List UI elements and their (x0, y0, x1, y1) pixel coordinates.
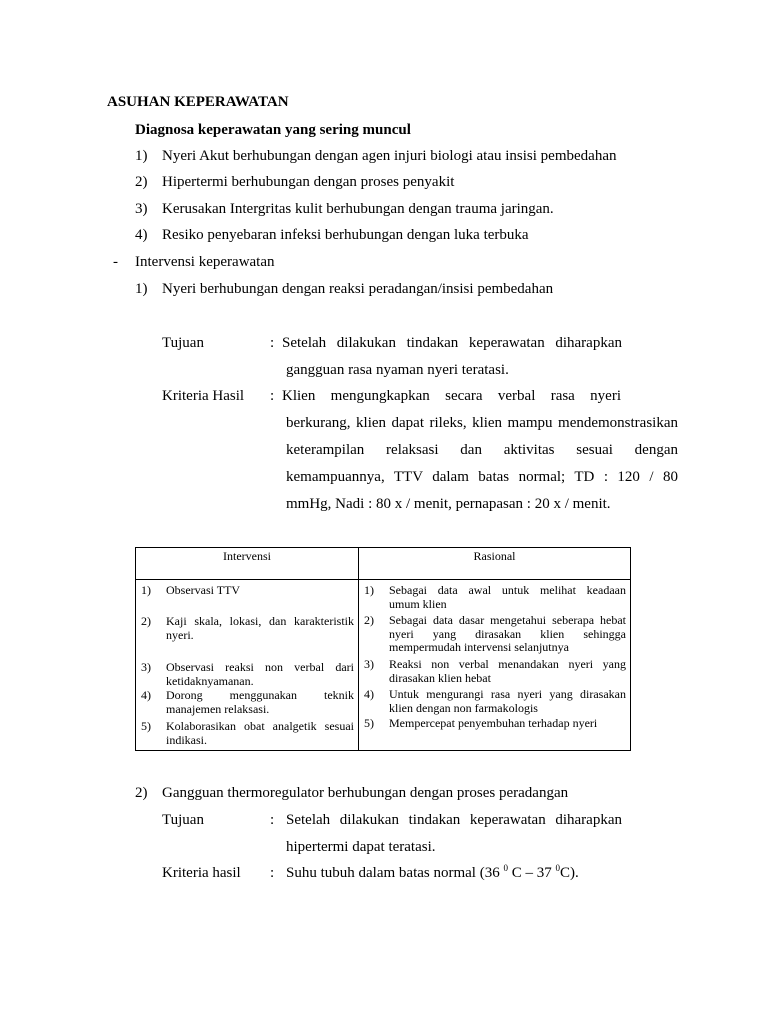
table-header-rasional: Rasional (359, 548, 631, 580)
kriteria-text (286, 864, 579, 882)
list-item-number: 3) (364, 657, 374, 671)
page-title: ASUHAN KEPERAWATAN (107, 94, 289, 110)
list-item-text: manajemen relaksasi. (166, 701, 270, 716)
list-item (136, 615, 354, 642)
kriteria-text: berkurang, klien dapat rileks, klien mampu mendemonstrasikan (286, 415, 678, 431)
colon: : (270, 388, 275, 404)
list-item-text: Kolaborasikan obat analgetik sesuai (166, 719, 354, 733)
list-item-text: Mempercepat penyembuhan terhadap nyeri (389, 716, 598, 730)
list-item-number: 1) (364, 583, 374, 597)
tujuan-label: Tujuan (162, 335, 204, 351)
list-item (359, 688, 626, 715)
kriteria-text: kemampuannya, TTV dalam batas normal; TD : 120 / 80 (286, 469, 678, 485)
list-item-number: 4) (364, 687, 374, 701)
intervention-table (135, 547, 631, 751)
kriteria-text: keterampilan relaksasi dan aktivitas sesuai dengan (286, 442, 678, 458)
list-item-text: indikasi. (166, 732, 207, 747)
list-item (136, 720, 354, 747)
kriteria-text: mmHg, Nadi : 80 x / menit, pernapasan : 20 x / menit. (286, 496, 611, 512)
list-item-number: 3) (135, 201, 148, 217)
colon: : (270, 865, 275, 881)
list-item (359, 658, 626, 685)
list-item (359, 584, 626, 611)
colon: : (270, 335, 275, 351)
degree-superscript: 0 (555, 863, 560, 873)
list-item-number: 4) (135, 227, 148, 243)
list-item-text: ketidaknyamanan. (166, 673, 254, 688)
list-item: Resiko penyebaran infeksi berhubungan dengan luka terbuka (162, 227, 529, 243)
list-item: Hipertermi berhubungan dengan proses penyakit (162, 174, 455, 190)
list-item: Nyeri Akut berhubungan dengan agen injuri biologi atau insisi pembedahan (162, 148, 617, 164)
list-item-number: 2) (364, 613, 374, 627)
kriteria-text-part: Suhu tubuh dalam batas normal (36 (286, 865, 504, 881)
list-item-text: nyeri yang dirasakan klien sehingga (389, 626, 626, 641)
list-item-text: Observasi TTV (166, 583, 241, 597)
list-item-text: Dorong menggunakan teknik (166, 688, 354, 702)
diagnosis-heading: Diagnosa keperawatan yang sering muncul (135, 122, 411, 138)
tujuan-text: Setelah dilakukan tindakan keperawatan diharapkan (282, 335, 622, 351)
list-item (359, 614, 626, 655)
kriteria-text-part: C – 37 (507, 865, 556, 881)
list-item-text: nyeri. (166, 627, 194, 642)
colon: : (270, 812, 275, 828)
tujuan-text: gangguan rasa nyaman nyeri teratasi. (286, 362, 509, 378)
list-item-text: Sebagai data awal untuk melihat keadaan (389, 583, 626, 597)
list-item-number: 2) (135, 174, 148, 190)
tujuan-label: Tujuan (162, 812, 204, 828)
list-item-text: dirasakan klien hebat (389, 670, 491, 685)
list-item-text: Sebagai data dasar mengetahui seberapa hebat (389, 613, 626, 627)
kriteria-text-part: C). (559, 865, 579, 881)
bullet-dash: - (113, 254, 118, 270)
problem-number: 1) (135, 281, 148, 297)
table-header-intervensi: Intervensi (136, 548, 359, 580)
list-item-number: 1) (135, 148, 148, 164)
problem-title: Nyeri berhubungan dengan reaksi peradangan/insisi pembedahan (162, 281, 554, 297)
list-item-text: klien dengan non farmakologis (389, 700, 538, 715)
list-item-number: 2) (141, 614, 151, 628)
list-item-text: Kaji skala, lokasi, dan karakteristik (166, 614, 354, 628)
list-item (136, 689, 354, 716)
list-item: Kerusakan Intergritas kulit berhubungan dengan trauma jaringan. (162, 201, 554, 217)
problem-number: 2) (135, 785, 148, 801)
problem-title: Gangguan thermoregulator berhubungan dengan proses peradangan (162, 785, 569, 801)
list-item-text: Reaksi non verbal menandakan nyeri yang (389, 657, 626, 671)
list-item-number: 1) (141, 583, 151, 597)
list-item-text: umum klien (389, 596, 447, 611)
list-item-text: Untuk mengurangi rasa nyeri yang dirasakan (389, 687, 626, 701)
list-item (136, 661, 354, 688)
list-item-text: mempermudah intervensi selanjutnya (389, 640, 569, 654)
degree-superscript: 0 (503, 863, 508, 873)
list-item (136, 584, 354, 598)
kriteria-text: Klien mengungkapkan secara verbal rasa nyeri (282, 388, 621, 404)
list-item (359, 717, 626, 731)
list-item-number: 4) (141, 688, 151, 702)
list-item-text: Observasi reaksi non verbal dari (166, 660, 354, 674)
list-item-number: 3) (141, 660, 151, 674)
list-item-number: 5) (364, 716, 374, 730)
tujuan-text: hipertermi dapat teratasi. (286, 839, 436, 855)
list-item-number: 5) (141, 719, 151, 733)
kriteria-label: Kriteria hasil (162, 865, 241, 881)
tujuan-text: Setelah dilakukan tindakan keperawatan diharapkan (286, 812, 622, 828)
intervention-heading: Intervensi keperawatan (135, 254, 275, 270)
kriteria-label: Kriteria Hasil (162, 388, 245, 404)
rasional-cell (359, 580, 631, 751)
intervensi-cell (136, 580, 359, 751)
